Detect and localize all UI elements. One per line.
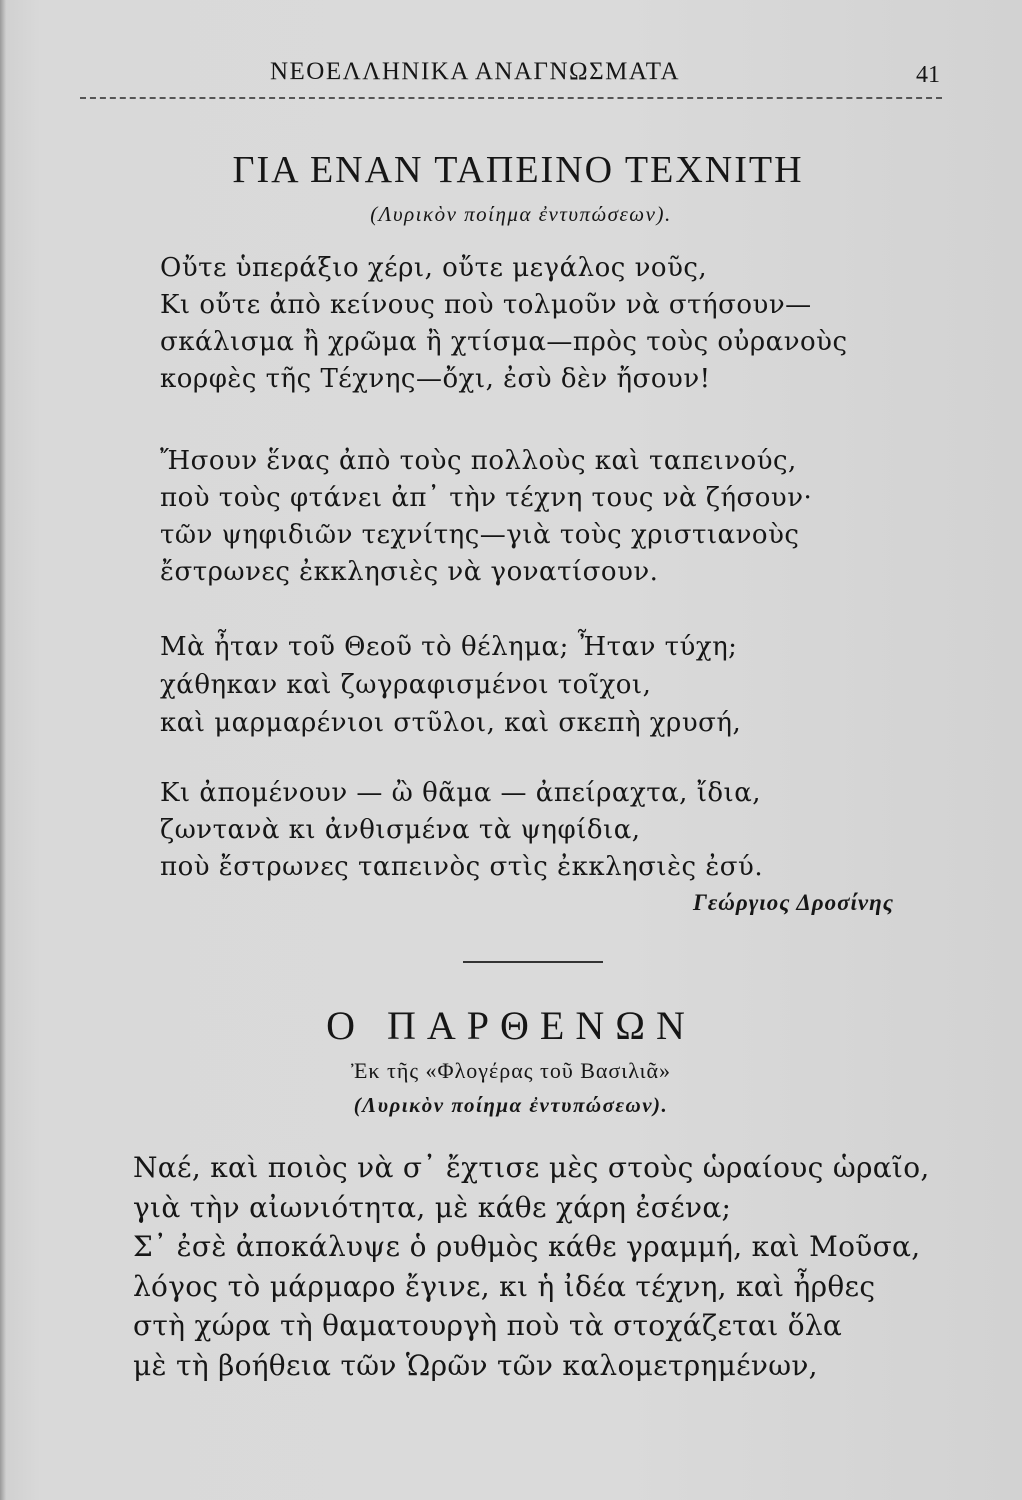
verse-line: κορφὲς τῆς Τέχνης—ὄχι, ἐσὺ δὲν ἤσουν! [160, 364, 711, 394]
running-head [80, 58, 950, 92]
running-title: ΝΕΟΕΛΛΗΝΙΚΑ ΑΝΑΓΝΩΣΜΑΤΑ [269, 58, 681, 85]
section-divider [463, 961, 603, 963]
verse-line: Ἤσουν ἕνας ἀπὸ τοὺς πολλοὺς καὶ ταπεινούς, [160, 446, 797, 476]
header-rule [80, 97, 942, 99]
verse-line: τῶν ψηφιδιῶν τεχνίτης—γιὰ τοὺς χριστιανοὺς [160, 520, 800, 550]
verse-line: Μὰ ἦταν τοῦ Θεοῦ τὸ θέλημα; Ἦταν τύχη; [160, 632, 738, 662]
verse-line: καὶ μαρμαρένιοι στῦλοι, καὶ σκεπὴ χρυσή, [160, 708, 742, 738]
verse-line: Σ᾽ ἐσὲ ἀποκάλυψε ὁ ρυθμὸς κάθε γραμμή, καὶ Μοῦσα, [133, 1230, 921, 1263]
poem1-stanza-3 [160, 628, 741, 742]
verse-line: σκάλισμα ἢ χρῶμα ἢ χτίσμα—πρὸς τοὺς οὐρανοὺς [160, 327, 848, 357]
verse-line: Οὔτε ὑπεράξιο χέρι, οὔτε μεγάλος νοῦς, [160, 253, 708, 283]
poem1-stanza-4 [160, 775, 763, 886]
poem1-stanza-1 [160, 250, 848, 398]
verse-line: γιὰ τὴν αἰωνιότητα, μὲ κάθε χάρη ἐσένα; [133, 1190, 732, 1224]
poem2-title: Ο ΠΑΡΘΕΝΩΝ [326, 1003, 696, 1048]
verse-line: χάθηκαν καὶ ζωγραφισμένοι τοῖχοι, [160, 670, 652, 700]
verse-line: ποὺ ἔστρωνες ταπεινὸς στὶς ἐκκλησιὲς ἐσύ. [160, 852, 764, 882]
poem1-stanza-2 [160, 443, 812, 591]
verse-line: μὲ τὴ βοήθεια τῶν Ὡρῶν τῶν καλομετρημένων, [133, 1348, 818, 1382]
verse-line: ποὺ τοὺς φτάνει ἀπ᾽ τὴν τέχνη τους νὰ ζήσουν· [160, 483, 813, 513]
verse-line: στὴ χώρα τὴ θαματουργὴ ποὺ τὰ στοχάζεται ὅλα [133, 1309, 843, 1342]
page-number: 41 [916, 62, 940, 88]
verse-line: λόγος τὸ μάρμαρο ἔγινε, κι ἡ ἰδέα τέχνη, καὶ ἦρθες [133, 1269, 876, 1303]
verse-line: Κι οὔτε ἀπὸ κείνους ποὺ τολμοῦν νὰ στήσουν— [160, 290, 812, 320]
verse-line: ἔστρωνες ἐκκλησιὲς νὰ γονατίσουν. [160, 557, 659, 587]
verse-line: Ναέ, καὶ ποιὸς νὰ σ᾽ ἔχτισε μὲς στοὺς ὡραίους ὡραῖο, [133, 1151, 930, 1184]
poem1-subtitle: (Λυρικὸν ποίημα ἐντυπώσεων). [370, 202, 672, 226]
verse-line: ζωντανὰ κι ἀνθισμένα τὰ ψηφίδια, [160, 815, 641, 845]
poem2-subtitle: (Λυρικὸν ποίημα ἐντυπώσεων). [353, 1093, 669, 1117]
poem1-title: ΓΙΑ ΕΝΑΝ ΤΑΠΕΙΝΟ ΤΕΧΝΙΤΗ [232, 149, 804, 191]
poem2-source: Ἐκ τῆς «Φλογέρας τοῦ Βασιλιᾶ» [350, 1058, 672, 1083]
poem1-author: Γεώργιος Δροσίνης [692, 890, 894, 915]
poem2-stanza [133, 1148, 930, 1385]
verse-line: Κι ἀπομένουν — ὢ θᾶμα — ἀπείραχτα, ἴδια, [160, 778, 762, 808]
